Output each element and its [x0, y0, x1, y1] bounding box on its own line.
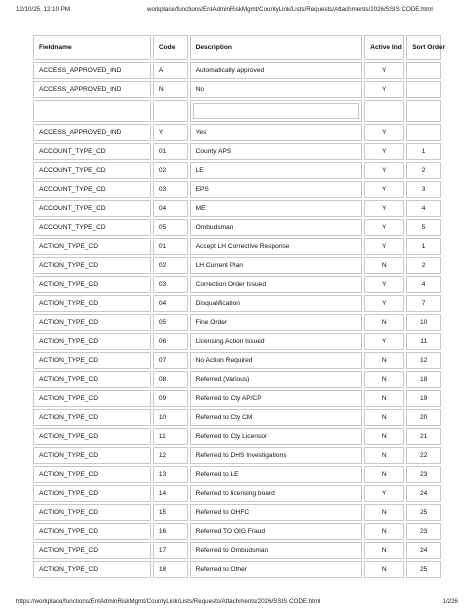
cell-description: Referred to OHFC	[190, 504, 363, 521]
cell-sort-order: 5	[406, 219, 441, 236]
cell-fieldname: ACCOUNT_TYPE_CD	[33, 162, 151, 179]
cell-fieldname: ACTION_TYPE_CD	[33, 542, 151, 559]
cell-active-ind: N	[364, 523, 404, 540]
cell-active-ind: Y	[364, 181, 404, 198]
cell-fieldname: ACTION_TYPE_CD	[33, 352, 151, 369]
cell-sort-order: 24	[406, 485, 441, 502]
cell-sort-order	[406, 62, 441, 79]
cell-active-ind: Y	[364, 143, 404, 160]
cell-fieldname: ACTION_TYPE_CD	[33, 371, 151, 388]
cell-active-ind: N	[364, 371, 404, 388]
cell-description: Referred to LE	[190, 466, 363, 483]
cell-code: 04	[153, 295, 188, 312]
empty-cell	[190, 100, 363, 122]
cell-description: Referred to Cty AP/CP	[190, 390, 363, 407]
cell-active-ind: Y	[364, 485, 404, 502]
cell-description: County APS	[190, 143, 363, 160]
print-path: workplace/functions/EntAdminRiskMgmt/CountyLink/Lists/Requests/Attachments/2026/SSIS CODE.html	[147, 6, 433, 13]
cell-sort-order: 1	[406, 143, 441, 160]
cell-description: ME	[190, 200, 363, 217]
cell-code: 16	[153, 523, 188, 540]
cell-sort-order: 4	[406, 276, 441, 293]
cell-fieldname: ACTION_TYPE_CD	[33, 295, 151, 312]
cell-code: 02	[153, 162, 188, 179]
cell-description: Referred to Other	[190, 561, 363, 578]
cell-description: Referred to DHS Investigations	[190, 447, 363, 464]
column-header-sort-order: Sort Order	[406, 35, 441, 60]
cell-code: 01	[153, 143, 188, 160]
cell-active-ind: N	[364, 561, 404, 578]
cell-sort-order: 11	[406, 333, 441, 350]
cell-code: Y	[153, 124, 188, 141]
print-header	[16, 6, 458, 13]
cell-fieldname: ACTION_TYPE_CD	[33, 466, 151, 483]
table-row	[33, 504, 441, 521]
cell-fieldname: ACCESS_APPROVED_IND	[33, 62, 151, 79]
table-row	[33, 295, 441, 312]
table-row	[33, 257, 441, 274]
cell-fieldname: ACCOUNT_TYPE_CD	[33, 200, 151, 217]
cell-sort-order: 2	[406, 257, 441, 274]
cell-sort-order	[406, 81, 441, 98]
table-row	[33, 352, 441, 369]
column-header-fieldname: Fieldname	[33, 35, 151, 60]
cell-code: 10	[153, 409, 188, 426]
cell-fieldname: ACTION_TYPE_CD	[33, 409, 151, 426]
cell-active-ind: Y	[364, 333, 404, 350]
table-row	[33, 276, 441, 293]
cell-description: EPS	[190, 181, 363, 198]
table-row	[33, 485, 441, 502]
cell-description: Referred to Ombudsman	[190, 542, 363, 559]
cell-fieldname: ACTION_TYPE_CD	[33, 390, 151, 407]
cell-sort-order: 12	[406, 352, 441, 369]
empty-nested-box	[193, 103, 360, 119]
table-row	[33, 314, 441, 331]
print-datetime: 12/10/25, 12:10 PM	[16, 6, 71, 13]
cell-code: N	[153, 81, 188, 98]
cell-code: 06	[153, 333, 188, 350]
empty-cell	[33, 100, 151, 122]
cell-description: Referred to licensing board	[190, 485, 363, 502]
cell-fieldname: ACTION_TYPE_CD	[33, 504, 151, 521]
cell-active-ind: N	[364, 447, 404, 464]
cell-active-ind: N	[364, 390, 404, 407]
cell-fieldname: ACCESS_APPROVED_IND	[33, 81, 151, 98]
cell-sort-order: 2	[406, 162, 441, 179]
table-row	[33, 143, 441, 160]
cell-sort-order: 22	[406, 447, 441, 464]
cell-fieldname: ACTION_TYPE_CD	[33, 314, 151, 331]
cell-code: 04	[153, 200, 188, 217]
print-url: https://workplace/functions/EntAdminRiskMgmt/CountyLink/Lists/Requests/Attachments/2026/SSIS CODE.html	[16, 598, 321, 605]
cell-active-ind: Y	[364, 200, 404, 217]
table-header-row	[33, 35, 441, 60]
cell-description: Referred to Cty CM	[190, 409, 363, 426]
cell-fieldname: ACTION_TYPE_CD	[33, 561, 151, 578]
table-row	[33, 428, 441, 445]
cell-sort-order: 10	[406, 314, 441, 331]
empty-cell	[364, 100, 404, 122]
table-row	[33, 409, 441, 426]
cell-sort-order: 18	[406, 371, 441, 388]
table-row	[33, 447, 441, 464]
table-row	[33, 561, 441, 578]
cell-code: 08	[153, 371, 188, 388]
cell-code: 17	[153, 542, 188, 559]
column-header-code: Code	[153, 35, 188, 60]
table-row	[33, 62, 441, 79]
cell-code: 12	[153, 447, 188, 464]
cell-code: 13	[153, 466, 188, 483]
table-row	[33, 219, 441, 236]
table-row	[33, 124, 441, 141]
cell-sort-order: 25	[406, 561, 441, 578]
cell-code: 05	[153, 219, 188, 236]
empty-cell	[153, 100, 188, 122]
cell-fieldname: ACCOUNT_TYPE_CD	[33, 143, 151, 160]
cell-fieldname: ACTION_TYPE_CD	[33, 276, 151, 293]
cell-description: Correction Order Issued	[190, 276, 363, 293]
table-row	[33, 181, 441, 198]
cell-active-ind: N	[364, 257, 404, 274]
cell-active-ind: N	[364, 409, 404, 426]
cell-description: LH Current Plan	[190, 257, 363, 274]
cell-code: 11	[153, 428, 188, 445]
cell-fieldname: ACTION_TYPE_CD	[33, 485, 151, 502]
cell-active-ind: N	[364, 428, 404, 445]
column-header-description: Description	[190, 35, 363, 60]
cell-active-ind: Y	[364, 124, 404, 141]
cell-active-ind: Y	[364, 276, 404, 293]
table-row	[33, 81, 441, 98]
cell-description: No	[190, 81, 363, 98]
cell-description: No Action Required	[190, 352, 363, 369]
cell-fieldname: ACTION_TYPE_CD	[33, 257, 151, 274]
cell-fieldname: ACTION_TYPE_CD	[33, 238, 151, 255]
table-row	[33, 162, 441, 179]
cell-sort-order: 4	[406, 200, 441, 217]
code-table	[31, 33, 446, 580]
cell-active-ind: N	[364, 352, 404, 369]
page-number: 1/226	[442, 598, 458, 605]
cell-sort-order: 23	[406, 523, 441, 540]
cell-code: 18	[153, 561, 188, 578]
cell-sort-order: 3	[406, 181, 441, 198]
cell-fieldname: ACTION_TYPE_CD	[33, 523, 151, 540]
cell-code: 03	[153, 181, 188, 198]
cell-description: Automatically approved	[190, 62, 363, 79]
cell-description: Fine Order	[190, 314, 363, 331]
cell-description: Ombudsman	[190, 219, 363, 236]
cell-description: LE	[190, 162, 363, 179]
cell-description: Referred to Cty Licensor	[190, 428, 363, 445]
print-footer	[16, 598, 458, 605]
empty-cell	[406, 100, 441, 122]
cell-fieldname: ACCOUNT_TYPE_CD	[33, 181, 151, 198]
cell-description: Referred TO OIG Fraud	[190, 523, 363, 540]
cell-active-ind: Y	[364, 81, 404, 98]
cell-fieldname: ACTION_TYPE_CD	[33, 428, 151, 445]
table-row	[33, 466, 441, 483]
cell-sort-order: 25	[406, 504, 441, 521]
cell-description: Referred (Various)	[190, 371, 363, 388]
cell-active-ind: N	[364, 504, 404, 521]
cell-description: Licensing Action Issued	[190, 333, 363, 350]
cell-code: 07	[153, 352, 188, 369]
table-row	[33, 371, 441, 388]
table-row	[33, 333, 441, 350]
cell-active-ind: Y	[364, 219, 404, 236]
cell-code: 14	[153, 485, 188, 502]
table-row	[33, 390, 441, 407]
cell-sort-order: 20	[406, 409, 441, 426]
cell-active-ind: Y	[364, 238, 404, 255]
cell-active-ind: N	[364, 466, 404, 483]
cell-sort-order: 19	[406, 390, 441, 407]
table-row	[33, 238, 441, 255]
cell-sort-order: 24	[406, 542, 441, 559]
cell-description: Accept LH Corrective Response	[190, 238, 363, 255]
column-header-active-ind: Active Ind	[364, 35, 404, 60]
cell-code: 03	[153, 276, 188, 293]
cell-code: 02	[153, 257, 188, 274]
cell-description: Disqualification	[190, 295, 363, 312]
cell-active-ind: Y	[364, 162, 404, 179]
table-row	[33, 542, 441, 559]
cell-code: 09	[153, 390, 188, 407]
table-row	[33, 200, 441, 217]
cell-code: 05	[153, 314, 188, 331]
cell-fieldname: ACCOUNT_TYPE_CD	[33, 219, 151, 236]
cell-fieldname: ACCESS_APPROVED_IND	[33, 124, 151, 141]
cell-code: A	[153, 62, 188, 79]
cell-active-ind: Y	[364, 62, 404, 79]
cell-sort-order: 21	[406, 428, 441, 445]
cell-description: Yes	[190, 124, 363, 141]
cell-active-ind: N	[364, 314, 404, 331]
cell-fieldname: ACTION_TYPE_CD	[33, 447, 151, 464]
cell-active-ind: Y	[364, 295, 404, 312]
table-row	[33, 523, 441, 540]
cell-sort-order: 23	[406, 466, 441, 483]
cell-code: 01	[153, 238, 188, 255]
empty-row	[33, 100, 441, 122]
cell-fieldname: ACTION_TYPE_CD	[33, 333, 151, 350]
cell-active-ind: N	[364, 542, 404, 559]
cell-sort-order: 1	[406, 238, 441, 255]
cell-code: 15	[153, 504, 188, 521]
cell-sort-order: 7	[406, 295, 441, 312]
cell-sort-order	[406, 124, 441, 141]
